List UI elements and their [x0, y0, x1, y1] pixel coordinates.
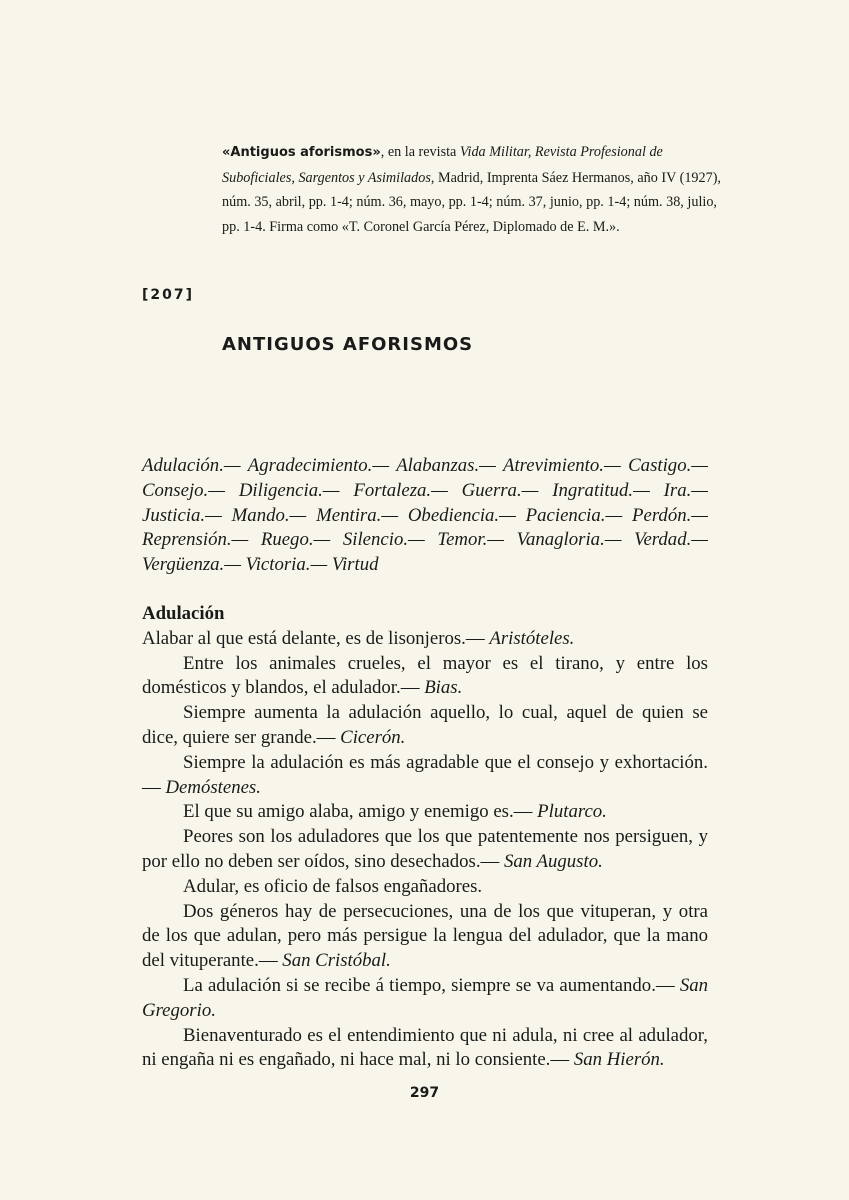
page-number: 297: [409, 1085, 440, 1101]
paragraph: Siempre la adulación es más agradable que el consejo y exhortación.— Demóstenes.: [142, 751, 708, 798]
bibliographic-note: [222, 140, 722, 239]
author: San Cristóbal.: [282, 950, 391, 972]
author: Demóstenes.: [165, 776, 261, 798]
paragraph: Peores son los aduladores que los que patentemente nos persiguen, y por ello no deben ser oídos, sino desechados.— San Augusto.: [142, 826, 708, 872]
section-number: [207]: [142, 287, 195, 303]
note-text-2: , Madrid, Imprenta Sáez Hermanos, año IV (1927), núm. 35, abril, pp. 1-4; núm. 36, mayo, pp. 1-4; núm. 37, junio, pp. 1-4; núm. 38, julio, pp. 1-4. Firma como «T. Coronel García Pérez, Diplomado de E. M.».: [222, 169, 721, 235]
paragraph: Dos géneros hay de persecuciones, una de los que vituperan, y otra de los que adulan, pero más persigue la lengua del adulador, que la mano del vituperante.— San Cristóbal.: [142, 900, 708, 972]
body-text: [142, 602, 708, 1073]
note-text-1: , en la revista: [380, 144, 460, 160]
topic-index: Adulación.— Agradecimiento.— Alabanzas.— Atrevimiento.— Castigo.— Consejo.— Diligencia.— Fortaleza.— Guerra.— Ingratitud.— Ira.— Justicia.— Mando.— Mentira.— Obediencia.— Paciencia.— Perdón.— Reprensión.— Ruego.— Silencio.— Temor.— Vanagloria.— Verdad.— Vergüenza.— Victoria.— Virtud: [142, 455, 708, 576]
author: San Hierón.: [573, 1049, 665, 1071]
paragraph: Alabar al que está delante, es de lisonjeros.— Aristóteles.: [142, 627, 575, 649]
page-title: ANTIGUOS AFORISMOS: [222, 334, 474, 355]
section-subhead: Adulación: [142, 603, 225, 624]
author: San Gregorio.: [142, 974, 708, 1021]
author: Cicerón.: [340, 726, 406, 748]
author: Plutarco.: [537, 801, 607, 823]
paragraph: Adular, es oficio de falsos engañadores.: [183, 875, 483, 897]
paragraph: El que su amigo alaba, amigo y enemigo es.— Plutarco.: [183, 801, 607, 823]
author: San Augusto.: [504, 850, 603, 872]
note-journal: Vida Militar, Revista Profesional de Suboficiales, Sargentos y Asimilados: [222, 144, 663, 186]
author: Bias.: [424, 677, 463, 699]
note-lead: «Antiguos aforismos»: [222, 145, 381, 160]
paragraph: Siempre aumenta la adulación aquello, lo cual, aquel de quien se dice, quiere ser grande.— Cicerón.: [142, 702, 708, 748]
author: Aristóteles.: [489, 627, 575, 649]
paragraph: Entre los animales crueles, el mayor es el tirano, y entre los domésticos y blandos, el adulador.— Bias.: [142, 652, 708, 699]
paragraph: La adulación si se recibe á tiempo, siempre se va aumentando.— San Gregorio.: [142, 974, 708, 1021]
paragraph: Bienaventurado es el entendimiento que ni adula, ni cree al adulador, ni engaña ni es engañado, ni hace mal, ni lo consiente.— San Hierón.: [142, 1024, 708, 1071]
